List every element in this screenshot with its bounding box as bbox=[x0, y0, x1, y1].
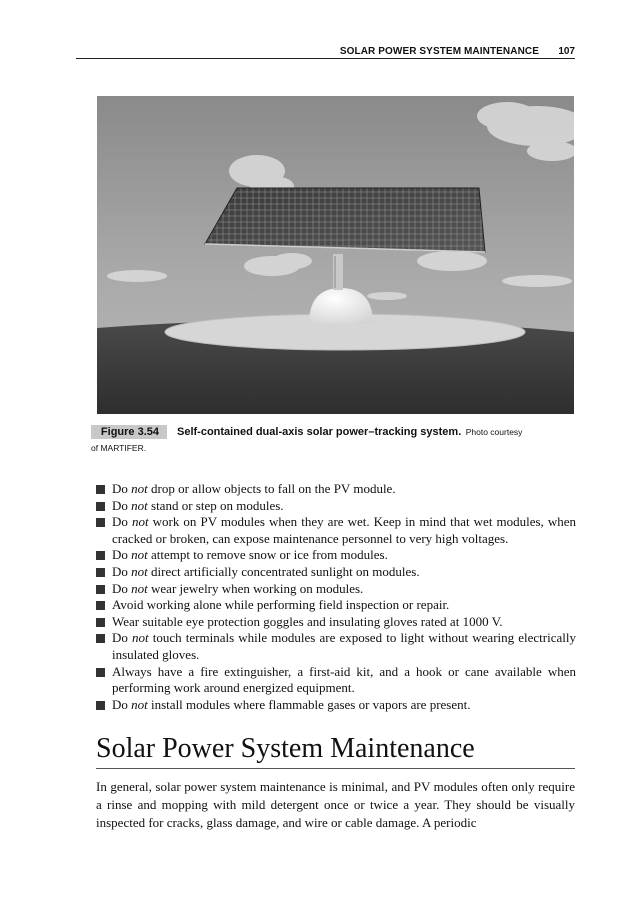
bullet-emphasis: not bbox=[131, 497, 148, 513]
bullet-square-icon bbox=[96, 668, 105, 677]
bullet-item bbox=[96, 614, 576, 631]
bullet-item bbox=[96, 514, 576, 547]
bullet-square-icon bbox=[96, 585, 105, 594]
figure-label: Figure 3.54 bbox=[91, 425, 167, 439]
bullet-text: Do bbox=[112, 696, 132, 712]
bullet-text-rest: drop or allow objects to fall on the PV module. bbox=[147, 481, 396, 496]
bullet-item bbox=[96, 564, 576, 581]
bullet-text: Wear suitable eye protection goggles and insulating gloves rated at 1000 V. bbox=[112, 613, 503, 629]
bullet-item bbox=[96, 581, 576, 598]
bullet-square-icon bbox=[96, 601, 105, 610]
bullet-text: Do bbox=[112, 514, 132, 530]
bullet-item bbox=[96, 630, 576, 663]
bullet-emphasis: not bbox=[131, 580, 148, 596]
bullet-text: Always have a fire extinguisher, a first-aid kit, and a hook or cane available when performing work around energized equipment. bbox=[112, 663, 576, 696]
running-title: SOLAR POWER SYSTEM MAINTENANCE bbox=[339, 46, 539, 57]
bullet-item bbox=[96, 498, 576, 515]
bullet-emphasis: not bbox=[131, 514, 149, 530]
figure-credit-continued: of MARTIFER. bbox=[91, 443, 147, 453]
bullet-item bbox=[96, 664, 576, 697]
bullet-item bbox=[96, 547, 576, 564]
bullet-text-rest: wear jewelry when working on modules. bbox=[147, 580, 364, 596]
figure-title: Self-contained dual-axis solar power–tracking system. bbox=[177, 426, 462, 438]
bullet-item bbox=[96, 697, 576, 714]
bullet-text: Avoid working alone while performing field inspection or repair. bbox=[112, 597, 450, 613]
bullet-square-icon bbox=[96, 485, 105, 494]
solar-tracker-photo bbox=[97, 96, 574, 414]
bullet-text: Do bbox=[112, 497, 132, 513]
bullet-text-rest: direct artificially concentrated sunlight on modules. bbox=[147, 563, 420, 579]
bullet-square-icon bbox=[96, 518, 105, 527]
bullet-square-icon bbox=[96, 618, 105, 627]
bullet-text: Do bbox=[112, 630, 133, 646]
running-head bbox=[76, 46, 575, 58]
bullet-item bbox=[96, 481, 576, 498]
bullet-text-rest: stand or step on modules. bbox=[147, 497, 284, 513]
bullet-emphasis: not bbox=[131, 547, 148, 563]
bullet-square-icon bbox=[96, 551, 105, 560]
bullet-text-rest: touch terminals while modules are exposed to light without wearing electrically insulated gloves. bbox=[112, 630, 576, 662]
bullet-text-rest: attempt to remove snow or ice from modules. bbox=[147, 547, 388, 563]
bullet-square-icon bbox=[96, 634, 105, 643]
section-heading: Solar Power System Maintenance bbox=[96, 733, 475, 764]
body-paragraph: In general, solar power system maintenance is minimal, and PV modules often only require a rinse and mopping with mild detergent once or twice a year. They should be visually inspected for cracks, glass damage, and wire or cable damage. A periodic bbox=[96, 779, 575, 830]
bullet-text-rest: work on PV modules when they are wet. Keep in mind that wet modules, when cracked or broken, can expose maintenance personnel to very high voltages. bbox=[112, 514, 576, 546]
bullet-text: Do bbox=[112, 580, 132, 596]
bullet-text: Do bbox=[112, 547, 132, 563]
bullet-emphasis: not bbox=[132, 630, 149, 646]
bullet-square-icon bbox=[96, 701, 105, 710]
page-number: 107 bbox=[558, 46, 575, 57]
bullet-emphasis: not bbox=[131, 696, 148, 712]
bullet-square-icon bbox=[96, 568, 105, 577]
figure-credit: Photo courtesy bbox=[465, 427, 523, 437]
bullet-emphasis: not bbox=[131, 563, 148, 579]
figure-caption bbox=[91, 422, 575, 453]
bullet-text-rest: install modules where flammable gases or vapors are present. bbox=[147, 696, 471, 712]
bullet-item bbox=[96, 597, 576, 614]
bullet-text: Do bbox=[112, 481, 132, 496]
header-rule bbox=[76, 58, 575, 59]
bullet-square-icon bbox=[96, 502, 105, 511]
section-rule bbox=[96, 768, 575, 769]
bullet-emphasis: not bbox=[131, 481, 148, 496]
safety-bullet-list bbox=[96, 481, 576, 713]
bullet-text: Do bbox=[112, 563, 132, 579]
